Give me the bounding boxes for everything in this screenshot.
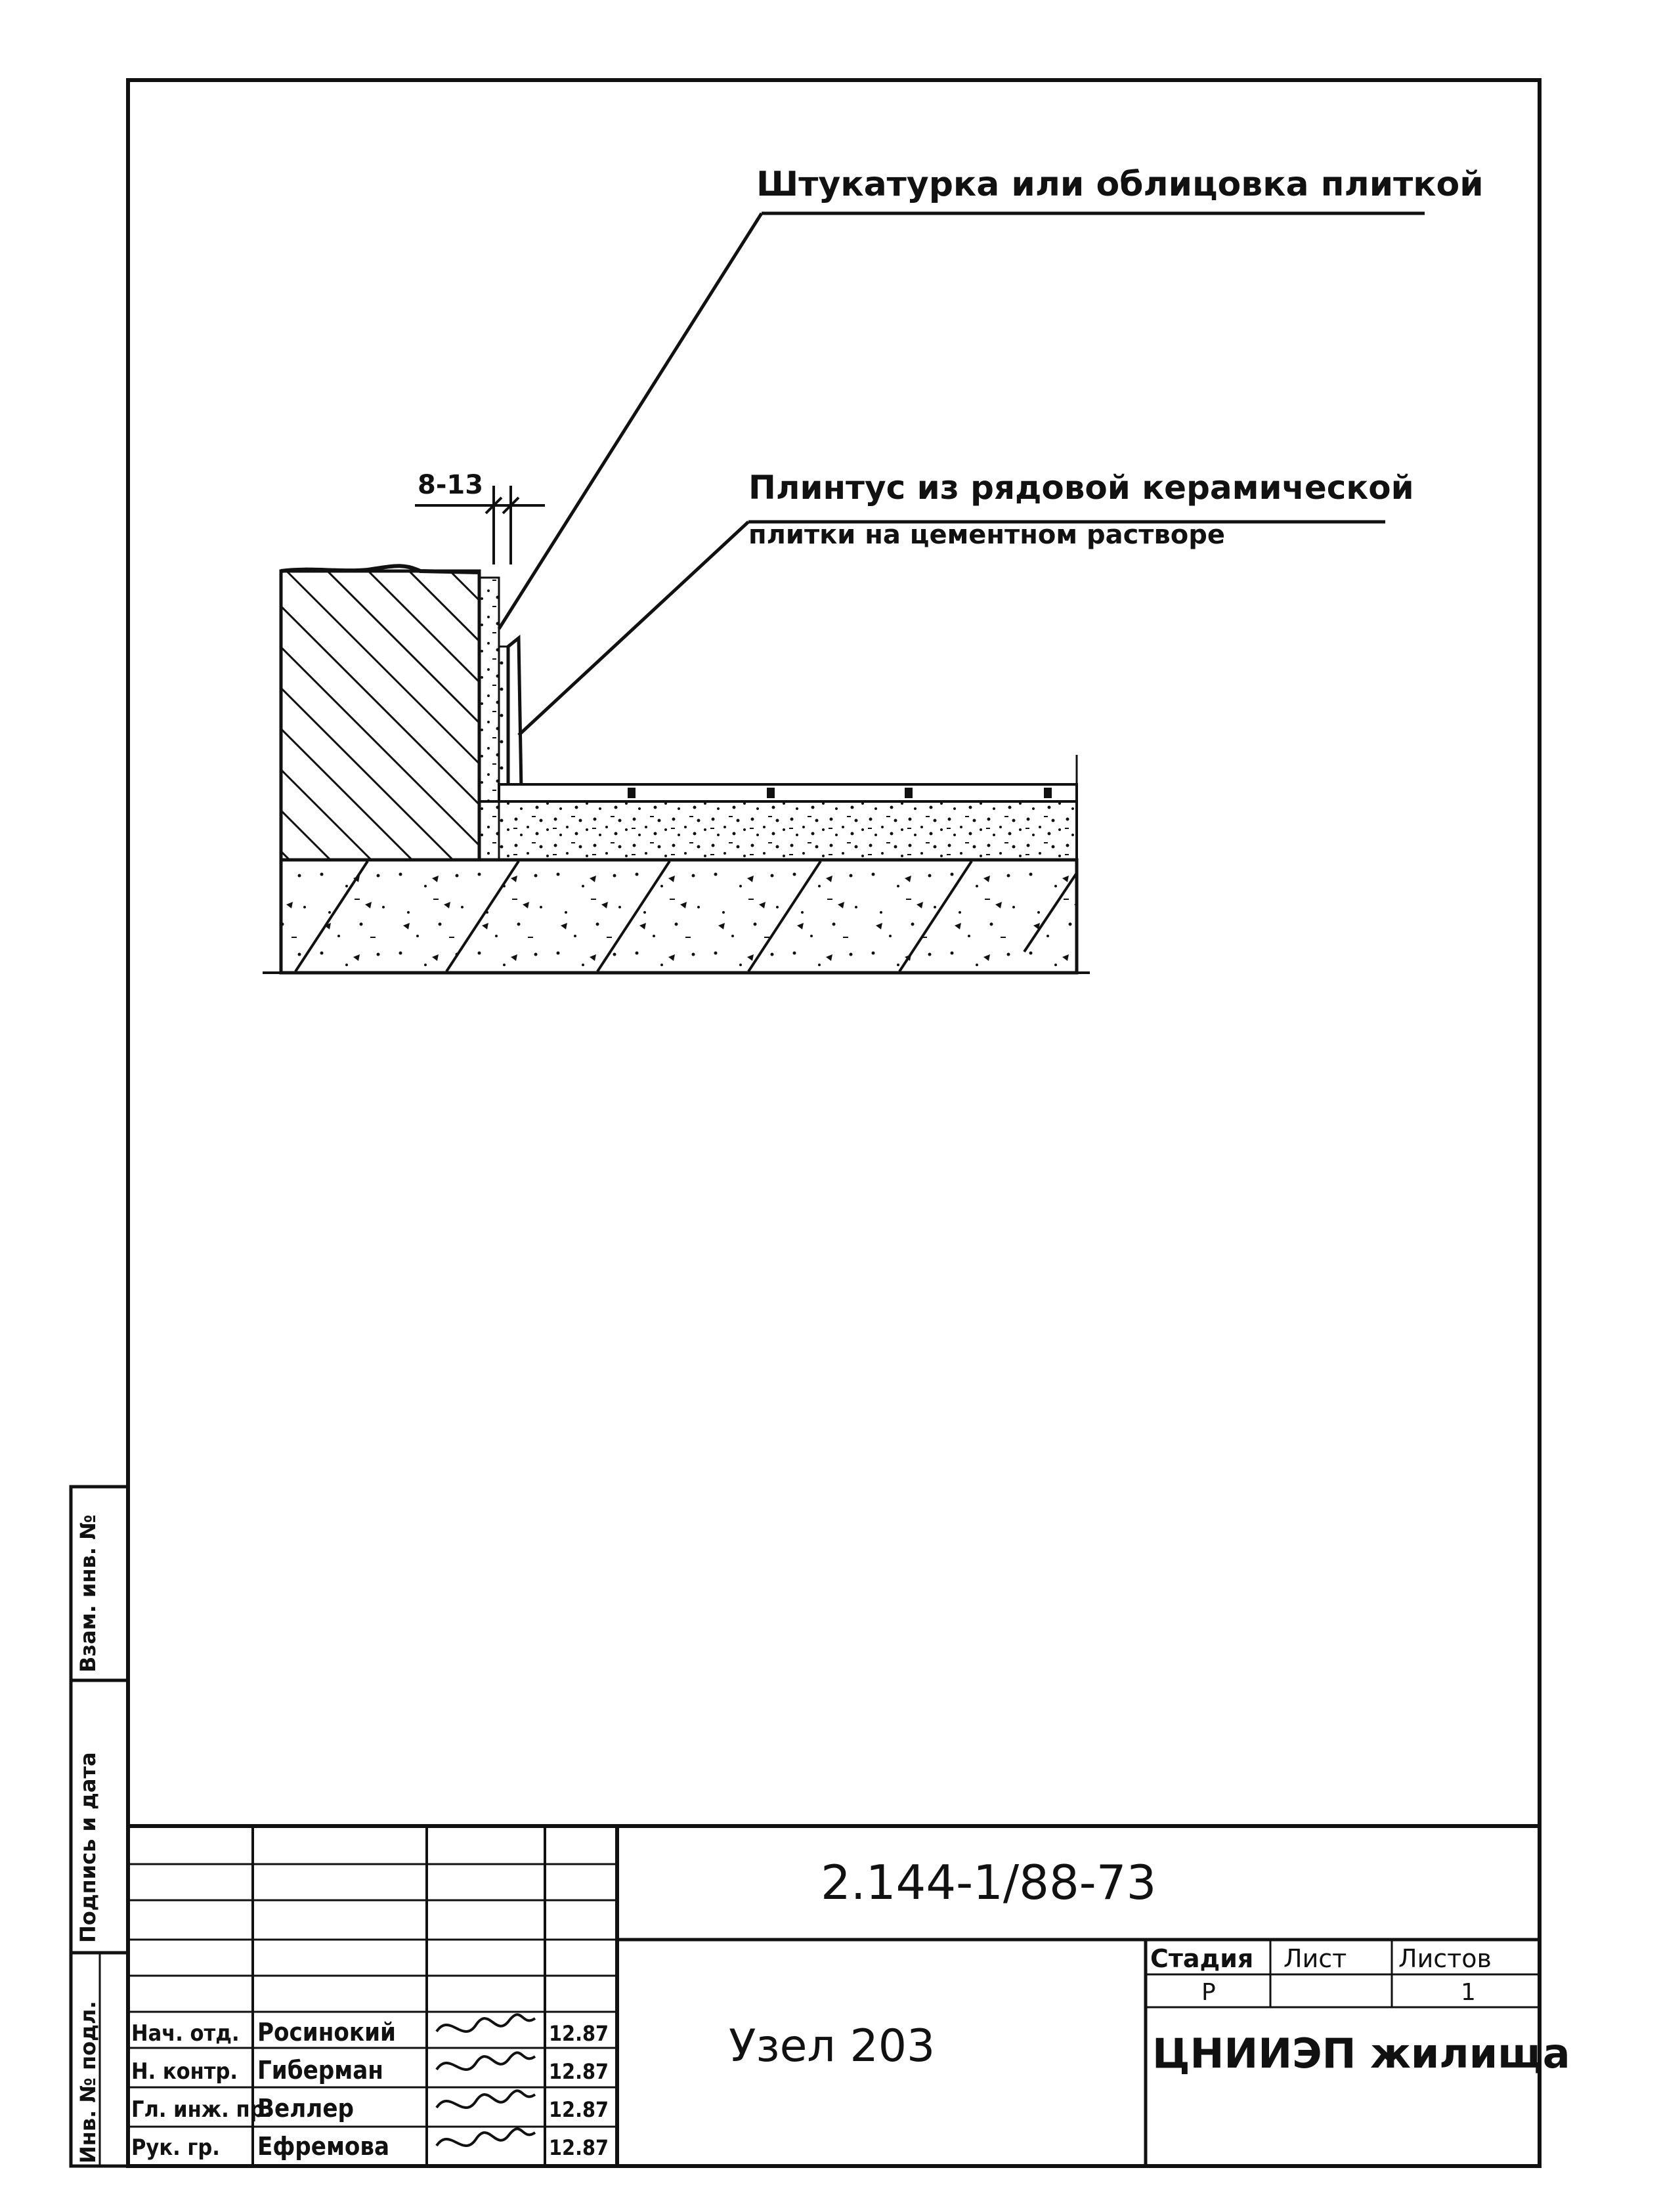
staff-signature: [437, 2129, 535, 2146]
floor-wall-section: [263, 566, 1090, 973]
stage-header: Стадия: [1150, 1944, 1254, 1973]
staff-name: Гиберман: [257, 2056, 383, 2085]
staff-name: Ефремова: [257, 2132, 390, 2161]
staff-signature: [437, 2091, 535, 2108]
plaster-label: Штукатурка или облицовка плиткой: [756, 165, 1484, 204]
sheets-header: Листов: [1398, 1944, 1492, 1973]
side-stamp-inv-no: Инв. № подл.: [76, 2001, 100, 2163]
drawing-title: Узел 203: [729, 2020, 936, 2072]
staff-date: 12.87: [549, 2097, 609, 2122]
staff-date: 12.87: [549, 2135, 609, 2160]
organization: ЦНИИЭП жилища: [1152, 2030, 1570, 2077]
sheet-frame: [128, 80, 1540, 2166]
plinth-label-line2: плитки на цементном растворе: [748, 520, 1226, 550]
staff-date: 12.87: [549, 2059, 609, 2084]
brick-wall: [281, 571, 479, 860]
stage-value: Р: [1201, 1979, 1216, 2006]
sheets-value: 1: [1461, 1979, 1476, 2006]
floor-tiles: [499, 784, 1077, 801]
side-stamp-replaced-inv: Взам. инв. №: [76, 1514, 100, 1672]
staff-role: Нач. отд.: [131, 2020, 240, 2047]
staff-signature: [437, 2014, 535, 2031]
concrete-slab: [281, 860, 1077, 973]
staff-role: Рук. гр.: [131, 2135, 220, 2161]
cement-screed: [479, 801, 1077, 860]
side-stamp: [71, 1487, 128, 2166]
staff-name: Росинокий: [257, 2018, 396, 2047]
plinth-label-line1: Плинтус из рядовой керамической: [748, 469, 1414, 507]
document-code: 2.144-1/88-73: [821, 1855, 1157, 1910]
staff-date: 12.87: [549, 2021, 609, 2046]
staff-name: Веллер: [257, 2094, 355, 2123]
sheet-header: Лист: [1284, 1944, 1347, 1973]
side-stamp-signature-date: Подпись и дата: [76, 1752, 100, 1943]
staff-role: Н. контр.: [131, 2058, 238, 2085]
ceramic-plinth: [508, 638, 521, 791]
staff-role: Гл. инж. пр.: [131, 2096, 272, 2123]
dimension-label: 8-13: [418, 470, 484, 500]
staff-signature: [437, 2052, 535, 2070]
